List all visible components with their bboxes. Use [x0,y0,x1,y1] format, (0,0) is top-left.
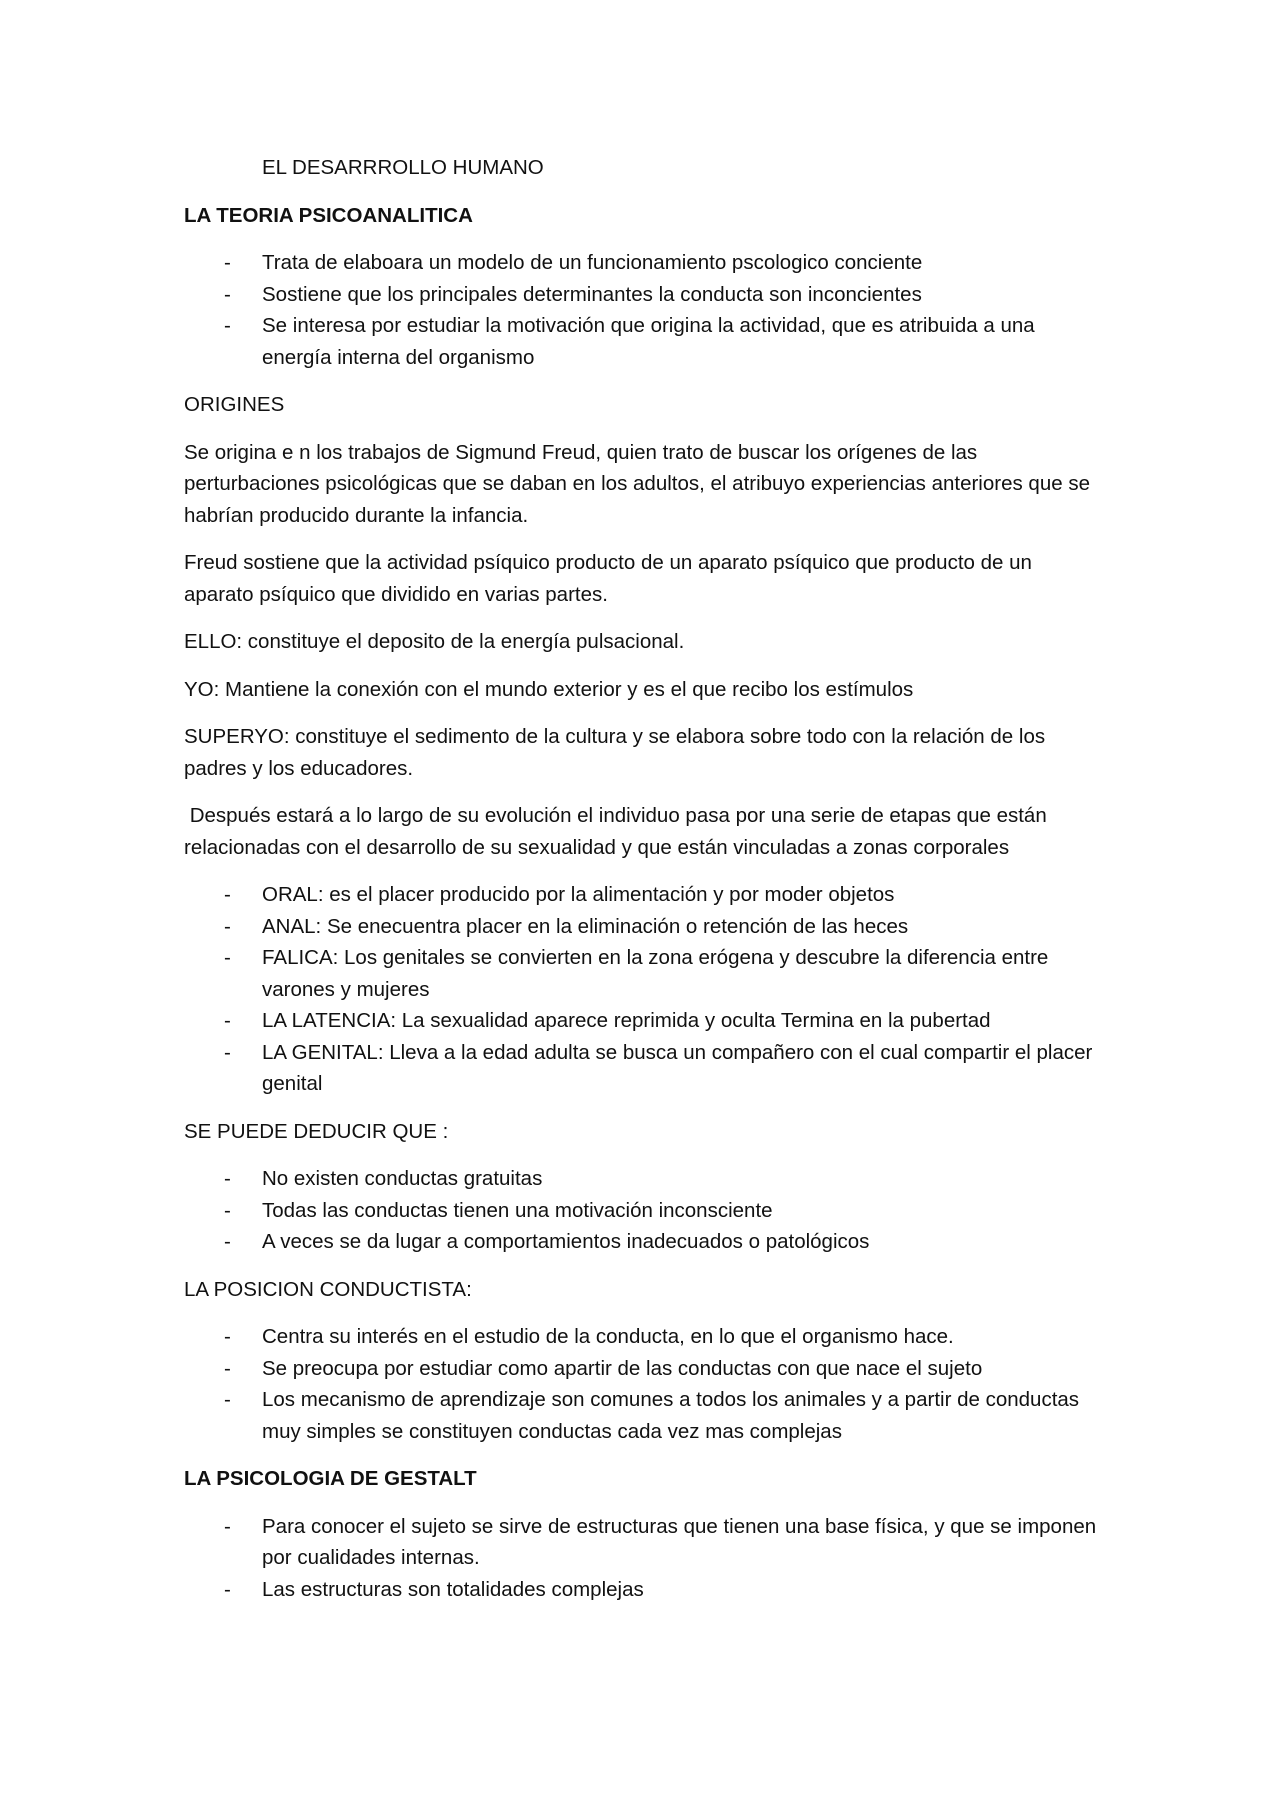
list-item-text: Los mecanismo de aprendizaje son comunes a todos los animales y a partir de conductas muy simples se constituyen conductas cada vez mas complejas [262,1388,1080,1443]
dash-marker: - [224,314,231,337]
dash-marker: - [224,1356,231,1380]
list-item [184,911,1104,943]
list-deducir [184,1163,1104,1258]
dash-marker: - [224,946,231,969]
paragraph-origen-freud: Se origina e n los trabajos de Sigmund Freud, quien trato de buscar los orígenes de las perturbaciones psicológicas que se daban en los adultos, el atribuyo experiencias anteriores que se habrían producido durante la infancia. [184,440,1090,527]
list-item [184,1037,1104,1100]
list-item [184,879,1104,911]
list-item [184,1195,1104,1227]
heading-teoria-psicoanalitica: LA TEORIA PSICOANALITICA [184,203,473,227]
list-item [184,1353,1104,1385]
list-item-text: Centra su interés en el estudio de la conducta, en lo que el organismo hace. [262,1325,954,1348]
dash-marker: - [224,1577,231,1601]
list-item [184,1384,1104,1447]
heading-se-puede-deducir: SE PUEDE DEDUCIR QUE : [184,1119,449,1143]
list-item-text: A veces se da lugar a comportamientos inadecuados o patológicos [262,1230,870,1253]
list-item-text: Las estructuras son totalidades complejas [262,1577,644,1601]
list-item [184,1226,1104,1258]
list-item [184,1511,1104,1574]
list-teoria-psicoanalitica [184,247,1104,373]
list-item-text: Para conocer el sujeto se sirve de estructuras que tienen una base física, y que se imponen por cualidades internas. [262,1514,1097,1569]
list-item-text: No existen conductas gratuitas [262,1167,543,1190]
list-item-text: LA LATENCIA: La sexualidad aparece reprimida y oculta Termina en la pubertad [262,1009,991,1032]
list-item [184,1163,1104,1195]
dash-marker: - [224,1040,231,1064]
paragraph-ello: ELLO: constituye el deposito de la energía pulsacional. [184,630,685,653]
heading-psicologia-gestalt: LA PSICOLOGIA DE GESTALT [184,1467,477,1490]
list-item [184,1574,1104,1606]
document-body [184,152,1104,1621]
list-item-text: ANAL: Se enecuentra placer en la eliminación o retención de las heces [262,914,909,938]
paragraph-yo: YO: Mantiene la conexión con el mundo exterior y es el que recibo los estímulos [184,677,914,701]
list-item-text: Se interesa por estudiar la motivación que origina la actividad, que es atribuida a una energía interna del organismo [262,314,1035,369]
dash-marker: - [224,1167,231,1190]
list-item-text: LA GENITAL: Lleva a la edad adulta se busca un compañero con el cual compartir el placer genital [262,1040,1093,1095]
list-item [184,942,1104,1005]
list-item-text: Todas las conductas tienen una motivación inconsciente [262,1198,773,1222]
list-item [184,1005,1104,1037]
dash-marker: - [224,1388,231,1411]
heading-origines: ORIGINES [184,393,285,416]
list-item-text: ORAL: es el placer producido por la alimentación y por moder objetos [262,883,895,906]
list-gestalt [184,1511,1104,1606]
paragraph-etapas-intro: Después estará a lo largo de su evolución el individuo pasa por una serie de etapas que están relacionadas con el desarrollo de su sexualidad y que están vinculadas a zonas corporales [184,804,1053,859]
list-item-text: Se preocupa por estudiar como apartir de las conductas con que nace el sujeto [262,1356,983,1380]
heading-posicion-conductista: LA POSICION CONDUCTISTA: [184,1277,472,1301]
dash-marker: - [224,1230,231,1253]
dash-marker: - [224,1514,231,1538]
list-etapas [184,879,1104,1100]
list-item [184,1321,1104,1353]
list-item-text: Sostiene que los principales determinantes la conducta son inconcientes [262,282,922,306]
dash-marker: - [224,282,231,306]
paragraph-aparato-psiquico: Freud sostiene que la actividad psíquico producto de un aparato psíquico que producto de un aparato psíquico que dividido en varias partes. [184,551,1032,606]
dash-marker: - [224,1009,231,1032]
list-item [184,247,1104,279]
document-title: EL DESARRROLLO HUMANO [262,156,544,179]
dash-marker: - [224,1325,231,1348]
dash-marker: - [224,883,231,906]
dash-marker: - [224,251,231,274]
list-item [184,310,1104,373]
list-conductista [184,1321,1104,1447]
dash-marker: - [224,1198,231,1222]
list-item [184,279,1104,311]
list-item-text: FALICA: Los genitales se convierten en la zona erógena y descubre la diferencia entre varones y mujeres [262,946,1049,1001]
dash-marker: - [224,914,231,938]
paragraph-superyo: SUPERYO: constituye el sedimento de la cultura y se elabora sobre todo con la relación de los padres y los educadores. [184,725,1046,780]
list-item-text: Trata de elaboara un modelo de un funcionamiento pscologico conciente [262,251,923,274]
